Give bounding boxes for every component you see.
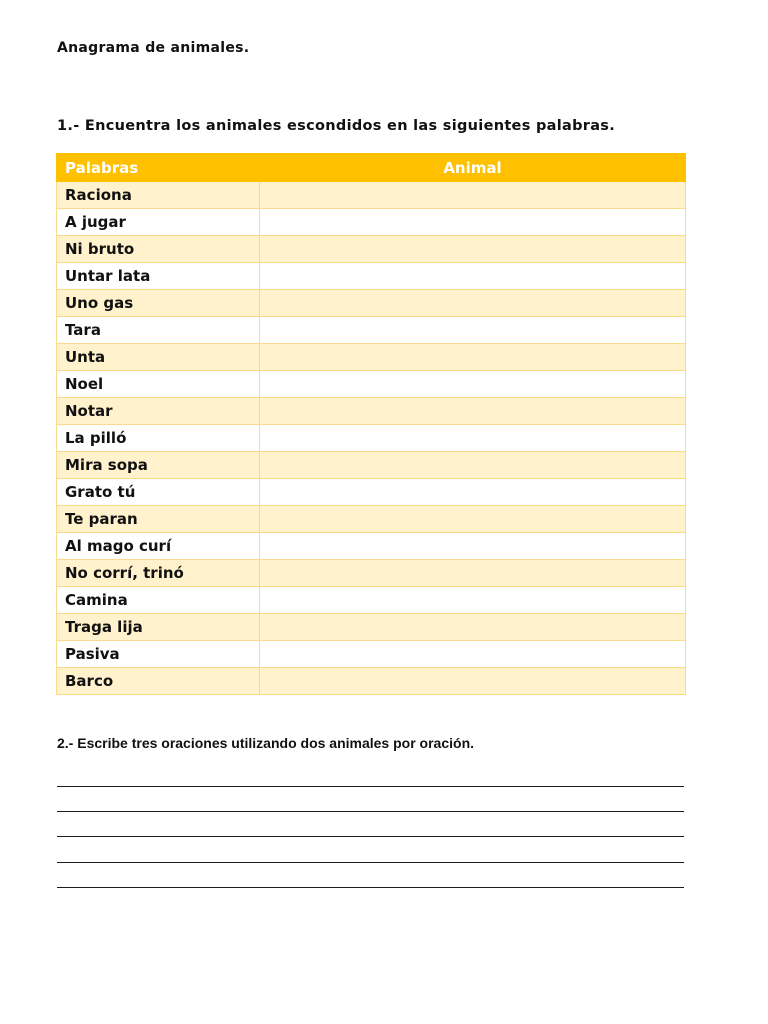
table-row xyxy=(57,236,686,263)
question-2: 2.- Escribe tres oraciones utilizando dos animales por oración. xyxy=(57,735,475,751)
animal-answer-cell[interactable] xyxy=(260,371,686,398)
header-palabras: Palabras xyxy=(57,154,260,182)
animal-answer-cell[interactable] xyxy=(260,641,686,668)
animal-answer-cell[interactable] xyxy=(260,398,686,425)
table-row xyxy=(57,452,686,479)
animal-answer-cell[interactable] xyxy=(260,290,686,317)
table-row xyxy=(57,479,686,506)
table-header-row xyxy=(57,154,686,182)
animal-answer-cell[interactable] xyxy=(260,182,686,209)
animal-answer-cell[interactable] xyxy=(260,263,686,290)
word-cell: La pilló xyxy=(57,425,260,452)
table-row xyxy=(57,614,686,641)
word-cell: Notar xyxy=(57,398,260,425)
table-row xyxy=(57,290,686,317)
answer-line[interactable] xyxy=(57,862,684,863)
word-cell: Traga lija xyxy=(57,614,260,641)
answer-line[interactable] xyxy=(57,887,684,888)
word-cell: A jugar xyxy=(57,209,260,236)
table-body xyxy=(57,182,686,695)
question-1: 1.- Encuentra los animales escondidos en las siguientes palabras. xyxy=(57,118,616,134)
answer-line[interactable] xyxy=(57,811,684,812)
animal-answer-cell[interactable] xyxy=(260,209,686,236)
table-row xyxy=(57,560,686,587)
table-row xyxy=(57,371,686,398)
animal-answer-cell[interactable] xyxy=(260,236,686,263)
animal-answer-cell[interactable] xyxy=(260,560,686,587)
anagram-table xyxy=(56,153,686,695)
word-cell: Tara xyxy=(57,317,260,344)
table-row xyxy=(57,182,686,209)
animal-answer-cell[interactable] xyxy=(260,533,686,560)
animal-answer-cell[interactable] xyxy=(260,452,686,479)
word-cell: Al mago curí xyxy=(57,533,260,560)
document-title: Anagrama de animales. xyxy=(57,40,250,56)
word-cell: Camina xyxy=(57,587,260,614)
word-cell: Grato tú xyxy=(57,479,260,506)
table-row xyxy=(57,317,686,344)
answer-line[interactable] xyxy=(57,786,684,787)
animal-answer-cell[interactable] xyxy=(260,668,686,695)
animal-answer-cell[interactable] xyxy=(260,317,686,344)
word-cell: Mira sopa xyxy=(57,452,260,479)
table-row xyxy=(57,398,686,425)
animal-answer-cell[interactable] xyxy=(260,425,686,452)
animal-answer-cell[interactable] xyxy=(260,614,686,641)
animal-answer-cell[interactable] xyxy=(260,344,686,371)
table-row xyxy=(57,641,686,668)
table-row xyxy=(57,425,686,452)
word-cell: Noel xyxy=(57,371,260,398)
animal-answer-cell[interactable] xyxy=(260,587,686,614)
animal-answer-cell[interactable] xyxy=(260,506,686,533)
word-cell: Ni bruto xyxy=(57,236,260,263)
table-row xyxy=(57,668,686,695)
word-cell: No corrí, trinó xyxy=(57,560,260,587)
answer-line[interactable] xyxy=(57,836,684,837)
table-row xyxy=(57,263,686,290)
animal-answer-cell[interactable] xyxy=(260,479,686,506)
word-cell: Untar lata xyxy=(57,263,260,290)
table-row xyxy=(57,533,686,560)
word-cell: Unta xyxy=(57,344,260,371)
table-row xyxy=(57,506,686,533)
word-cell: Pasiva xyxy=(57,641,260,668)
word-cell: Te paran xyxy=(57,506,260,533)
word-cell: Uno gas xyxy=(57,290,260,317)
table-row xyxy=(57,587,686,614)
answer-lines xyxy=(57,786,684,912)
table-row xyxy=(57,209,686,236)
word-cell: Barco xyxy=(57,668,260,695)
word-cell: Raciona xyxy=(57,182,260,209)
table-row xyxy=(57,344,686,371)
header-animal: Animal xyxy=(260,154,686,182)
